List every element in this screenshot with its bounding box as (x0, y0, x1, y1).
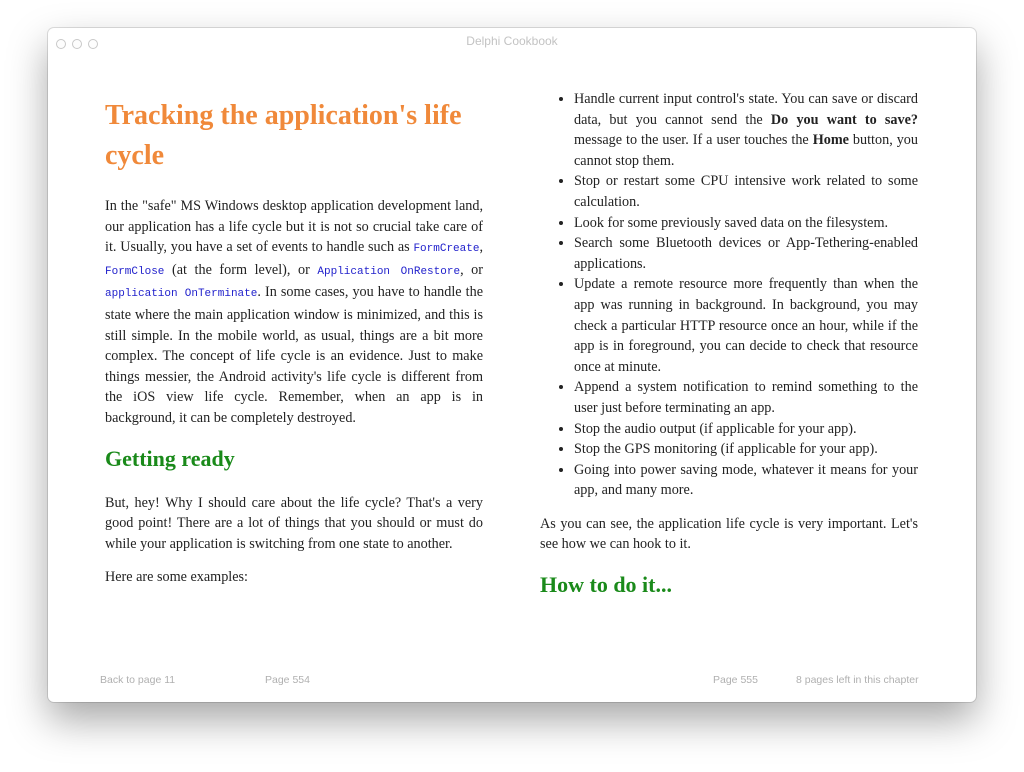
examples-list (540, 89, 918, 501)
list-item: • Append a system notification to remind something to the user just before terminating an app. (574, 377, 918, 418)
window-title: Delphi Cookbook (466, 34, 558, 48)
page-number-left: Page 554 (265, 674, 310, 686)
code-formclose: FormClose (105, 265, 165, 278)
minimize-window-button[interactable] (72, 39, 82, 49)
close-window-button[interactable] (56, 39, 66, 49)
intro-paragraph: In the "safe" MS Windows desktop application development land, our application has a life cycle but it is not so crucial take care of it. Usually, you have a set of events to handle such as FormCreate, FormClose (at the form level), or Application OnRestore, or application OnTerminate. In some cases, you have to handle the state where the main application window is minimized, and this is still simple. In the mobile world, as usual, things are a bit more complex. The concept of life cycle is an evidence. Just to make things messier, the Android activity's life cycle is different from the iOS view life cycle. Remember, when an app is in background, it can be completely destroyed. (105, 198, 483, 426)
paragraph: Here are some examples: (105, 569, 248, 586)
back-to-page-link[interactable]: Back to page 11 (100, 674, 176, 686)
code-formcreate: FormCreate (413, 243, 480, 256)
list-item: • Search some Bluetooth devices or App-Tethering-enabled applications. (574, 233, 918, 274)
zoom-window-button[interactable] (88, 39, 98, 49)
list-item: • Stop or restart some CPU intensive work related to some calculation. (574, 171, 918, 212)
list-item: • Stop the audio output (if applicable for your app). (574, 419, 918, 440)
section-heading: Tracking the application's life cycle (105, 100, 462, 171)
list-item: • Going into power saving mode, whatever it means for your app, and many more. (574, 460, 918, 501)
list-item: • Handle current input control's state. You can save or discard data, but you cannot send the Do you want to save? message to the user. If a user touches the Home button, you cannot stop them. (574, 89, 918, 171)
page-number-right: Page 555 (713, 674, 758, 686)
paragraph: But, hey! Why I should care about the life cycle? That's a very good point! There are a lot of things that you should or must do while your application is switching from one state to another. (105, 494, 483, 552)
list-item: • Update a remote resource more frequently than when the app was running in background. In background, you may check a particular HTTP resource once an hour, while if the app is in foreground, you can decide to check that resource once at minute. (574, 274, 918, 377)
list-item: • Stop the GPS monitoring (if applicable for your app). (574, 439, 918, 460)
paragraph: As you can see, the application life cycle is very important. Let's see how we can hook to it. (540, 515, 918, 553)
how-to-do-it-heading: How to do it... (540, 572, 672, 598)
getting-ready-heading: Getting ready (105, 445, 235, 471)
pages-left-in-chapter: 8 pages left in this chapter (796, 674, 919, 686)
left-page (105, 92, 483, 601)
window-controls (56, 39, 98, 51)
title-bar (48, 28, 976, 60)
list-item: • Look for some previously saved data on the filesystem. (574, 213, 918, 234)
code-application-onrestore: Application OnRestore (317, 265, 461, 278)
code-application-onterminate: application OnTerminate (105, 288, 258, 301)
reader-window (48, 28, 976, 702)
right-page (540, 92, 918, 619)
